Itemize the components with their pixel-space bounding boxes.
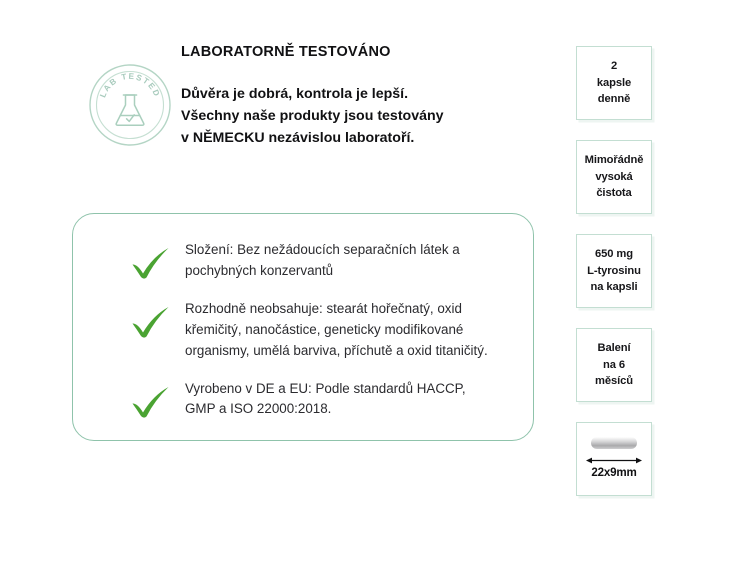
- fact-box-line: 2: [610, 60, 618, 72]
- list-item-line: Složení: Bez nežádoucích separačních látek a: [185, 242, 460, 257]
- list-item-text: [185, 240, 519, 282]
- fact-box-line: měsíců: [595, 375, 633, 388]
- fact-box-line: kapsle: [596, 76, 632, 89]
- list-item-line: Vyrobeno v DE a EU: Podle standardů HACCP,: [185, 380, 466, 396]
- fact-box-purity: [576, 140, 652, 214]
- check-icon: [129, 244, 173, 280]
- list-item-text: [185, 379, 519, 421]
- list-item-text: [185, 299, 519, 362]
- fact-box-line: Mimořádně: [584, 154, 644, 166]
- fact-box-dosage-amount: [576, 234, 652, 308]
- check-icon: [129, 383, 173, 419]
- list-item-line: GMP a ISO 22000:2018.: [185, 401, 332, 417]
- fact-box-line: 650 mg: [595, 248, 633, 260]
- list-item: [129, 299, 519, 362]
- page-title: LABORATORNĚ TESTOVÁNO: [181, 44, 391, 60]
- capsule-icon: [591, 437, 637, 449]
- fact-box-text: [581, 340, 647, 390]
- svg-text:LAB TESTED: LAB TESTED: [98, 71, 162, 99]
- checklist-card: [72, 213, 534, 441]
- fact-box-line: L-tyrosinu: [587, 264, 641, 277]
- capsule-graphic: [581, 437, 647, 479]
- list-item-line: organismy, umělá barviva, příchutě a oxid titaničitý.: [185, 342, 488, 358]
- fact-box-dosage: [576, 46, 652, 120]
- fact-box-text: [581, 152, 647, 202]
- fact-box-supply-duration: [576, 328, 652, 402]
- lab-tested-badge: [88, 63, 172, 147]
- dimension-arrow-icon: [585, 456, 643, 465]
- headline-block: [181, 44, 551, 149]
- fact-box-line: na 6: [603, 358, 625, 371]
- subheadline-line: Všechny naše produkty jsou testovány: [181, 107, 444, 124]
- fact-box-text: [581, 58, 647, 108]
- header-section: [0, 0, 556, 200]
- fact-box-list: [576, 46, 656, 516]
- capsule-dimension-label: 22x9mm: [591, 466, 637, 479]
- subheadline-line: Důvěra je dobrá, kontrola je lepší.: [181, 86, 409, 103]
- check-icon: [129, 303, 173, 339]
- list-item: [129, 240, 519, 282]
- list-item-line: pochybných konzervantů: [185, 262, 334, 278]
- list-item-line: Rozhodně neobsahuje: stearát hořečnatý, oxid: [185, 300, 462, 316]
- checklist: [129, 240, 519, 420]
- flask-check-icon: [88, 63, 172, 147]
- fact-box-line: na kapsli: [590, 281, 638, 294]
- fact-box-line: denně: [597, 93, 631, 106]
- fact-box-line: Balení: [597, 342, 631, 354]
- fact-box-text: [581, 246, 647, 296]
- fact-box-capsule-size: [576, 422, 652, 496]
- subheadline: [181, 84, 551, 149]
- subheadline-line: v NĚMECKU nezávislou laboratoří.: [181, 129, 415, 146]
- list-item-line: křemičitý, nanočástice, geneticky modifikované: [185, 321, 464, 337]
- fact-box-line: vysoká: [595, 170, 633, 183]
- fact-box-line: čistota: [596, 187, 632, 200]
- list-item: [129, 379, 519, 421]
